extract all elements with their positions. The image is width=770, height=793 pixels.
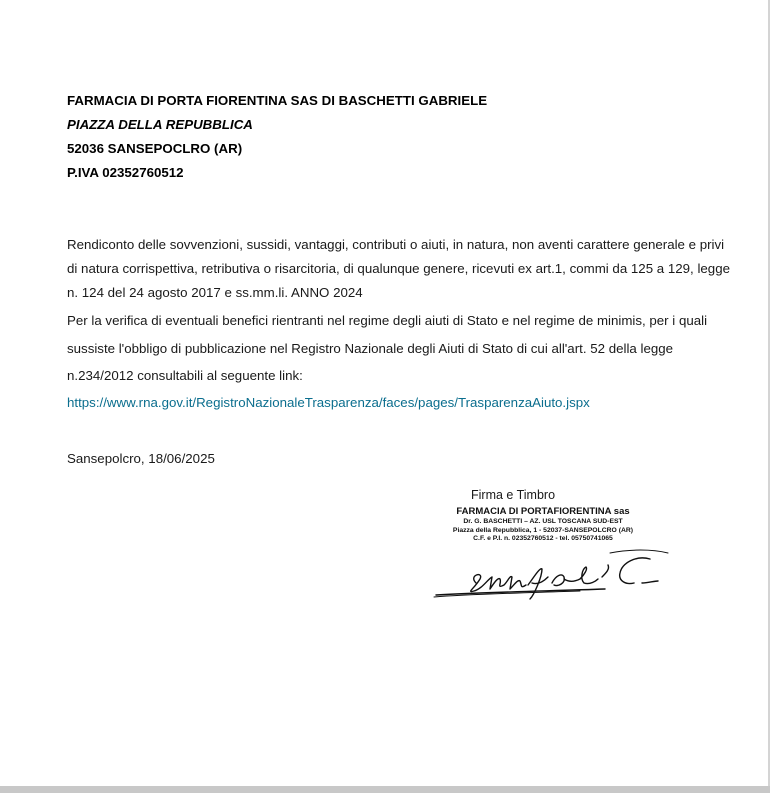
pharmacy-stamp bbox=[432, 506, 654, 544]
signature-stroke-4 bbox=[602, 565, 609, 577]
signature-label: Firma e Timbro bbox=[471, 488, 556, 502]
signature-stroke-1 bbox=[471, 575, 526, 592]
company-vat: P.IVA 02352760512 bbox=[67, 165, 184, 180]
stamp-line-2: Dr. G. BASCHETTI – AZ. USL TOSCANA SUD-EST bbox=[463, 518, 623, 525]
stamp-line-3: Piazza della Repubblica, 1 - 52037-SANSEPOLCRO (AR) bbox=[452, 526, 634, 534]
signature-top-stroke bbox=[610, 550, 668, 553]
signature-stroke-5 bbox=[620, 558, 658, 584]
signature-underline bbox=[436, 589, 605, 595]
report-paragraph: Rendiconto delle sovvenzioni, sussidi, vantaggi, contributi o aiuti, in natura, non aventi carattere generale e privi di natura corrispettiva, retributiva o risarcitoria, di qualunque genere, ricevuti ex art.1, commi da 125 a 129, legge n. 124 del 24 agosto 2017 e ss.mm.li. ANNO 2024 bbox=[67, 237, 730, 300]
rna-link[interactable]: https://www.rna.gov.it/RegistroNazionaleTrasparenza/faces/pages/TrasparenzaAiuto.jspx bbox=[67, 395, 590, 410]
company-city: 52036 SANSEPOCLRO (AR) bbox=[67, 141, 243, 156]
signature-stroke-2 bbox=[528, 569, 548, 599]
company-address: PIAZZA DELLA REPUBBLICA bbox=[67, 117, 253, 132]
company-name: FARMACIA DI PORTA FIORENTINA SAS DI BASCHETTI GABRIELE bbox=[67, 93, 488, 108]
place-date: Sansepolcro, 18/06/2025 bbox=[67, 451, 215, 466]
verification-paragraph: Per la verifica di eventuali benefici rientranti nel regime degli aiuti di Stato e nel regime de minimis, per i quali sussiste l'obbligo di pubblicazione nel Registro Nazionale degli Aiuti di Stato di cui all'art. 52 della legge n.234/2012 consultabili al seguente link: bbox=[67, 313, 708, 383]
sender-header bbox=[67, 89, 487, 185]
handwritten-signature bbox=[430, 545, 675, 605]
stamp-line-4: C.F. e P.I. n. 02352760512 - tel. 05750741065 bbox=[473, 535, 613, 543]
signature-stroke-3 bbox=[552, 567, 598, 586]
viewer-bottom-bar bbox=[0, 786, 770, 793]
stamp-line-1: FARMACIA DI PORTAFIORENTINA sas bbox=[456, 506, 630, 517]
